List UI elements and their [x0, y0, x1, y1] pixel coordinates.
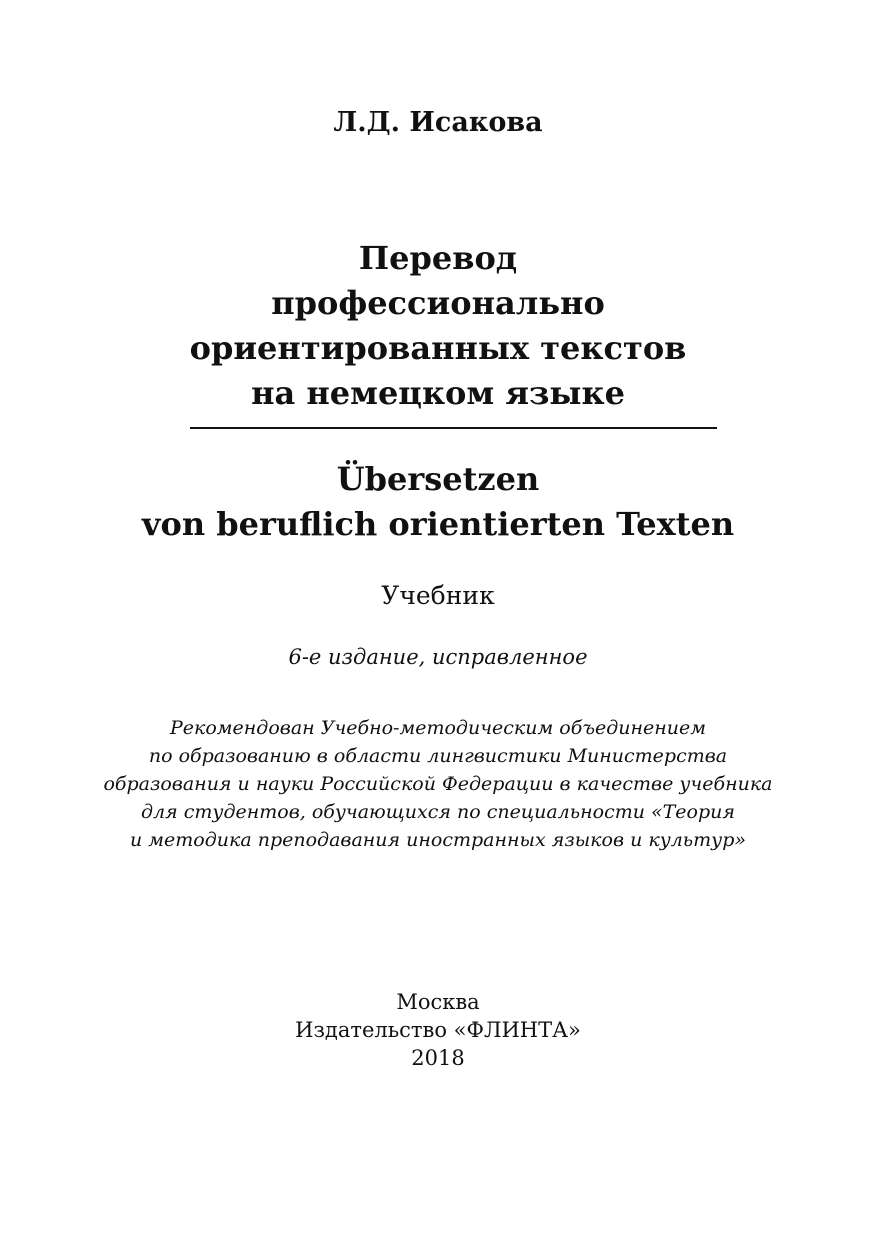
book-type: Учебник [381, 581, 495, 610]
recommendation-line: образования и науки Российской Федерации в качестве учебника [103, 773, 773, 795]
german-title-line: von beruflich orientierten Texten [141, 505, 735, 543]
russian-title [0, 236, 876, 416]
recommendation-note [0, 714, 876, 854]
author-name: Л.Д. Исакова [333, 107, 543, 138]
edition-note: 6-е издание, исправленное [288, 645, 588, 669]
imprint-city: Москва [396, 990, 480, 1014]
imprint-year: 2018 [411, 1046, 465, 1070]
russian-title-line: профессионально [271, 284, 605, 322]
recommendation-line: по образованию в области лингвистики Министерства [148, 745, 728, 767]
recommendation-line: для студентов, обучающихся по специальности «Теория [141, 801, 735, 823]
russian-title-line: ориентированных текстов [189, 329, 687, 367]
imprint [0, 988, 876, 1072]
german-title [0, 457, 876, 547]
russian-title-line: Перевод [358, 239, 518, 277]
russian-title-line: на немецком языке [251, 374, 625, 412]
recommendation-line: Рекомендован Учебно-методическим объединением [169, 717, 707, 739]
imprint-publisher: Издательство «ФЛИНТА» [295, 1018, 581, 1042]
title-divider [190, 427, 717, 429]
german-title-line: Übersetzen [336, 460, 540, 498]
recommendation-line: и методика преподавания иностранных языков и культур» [130, 829, 746, 851]
